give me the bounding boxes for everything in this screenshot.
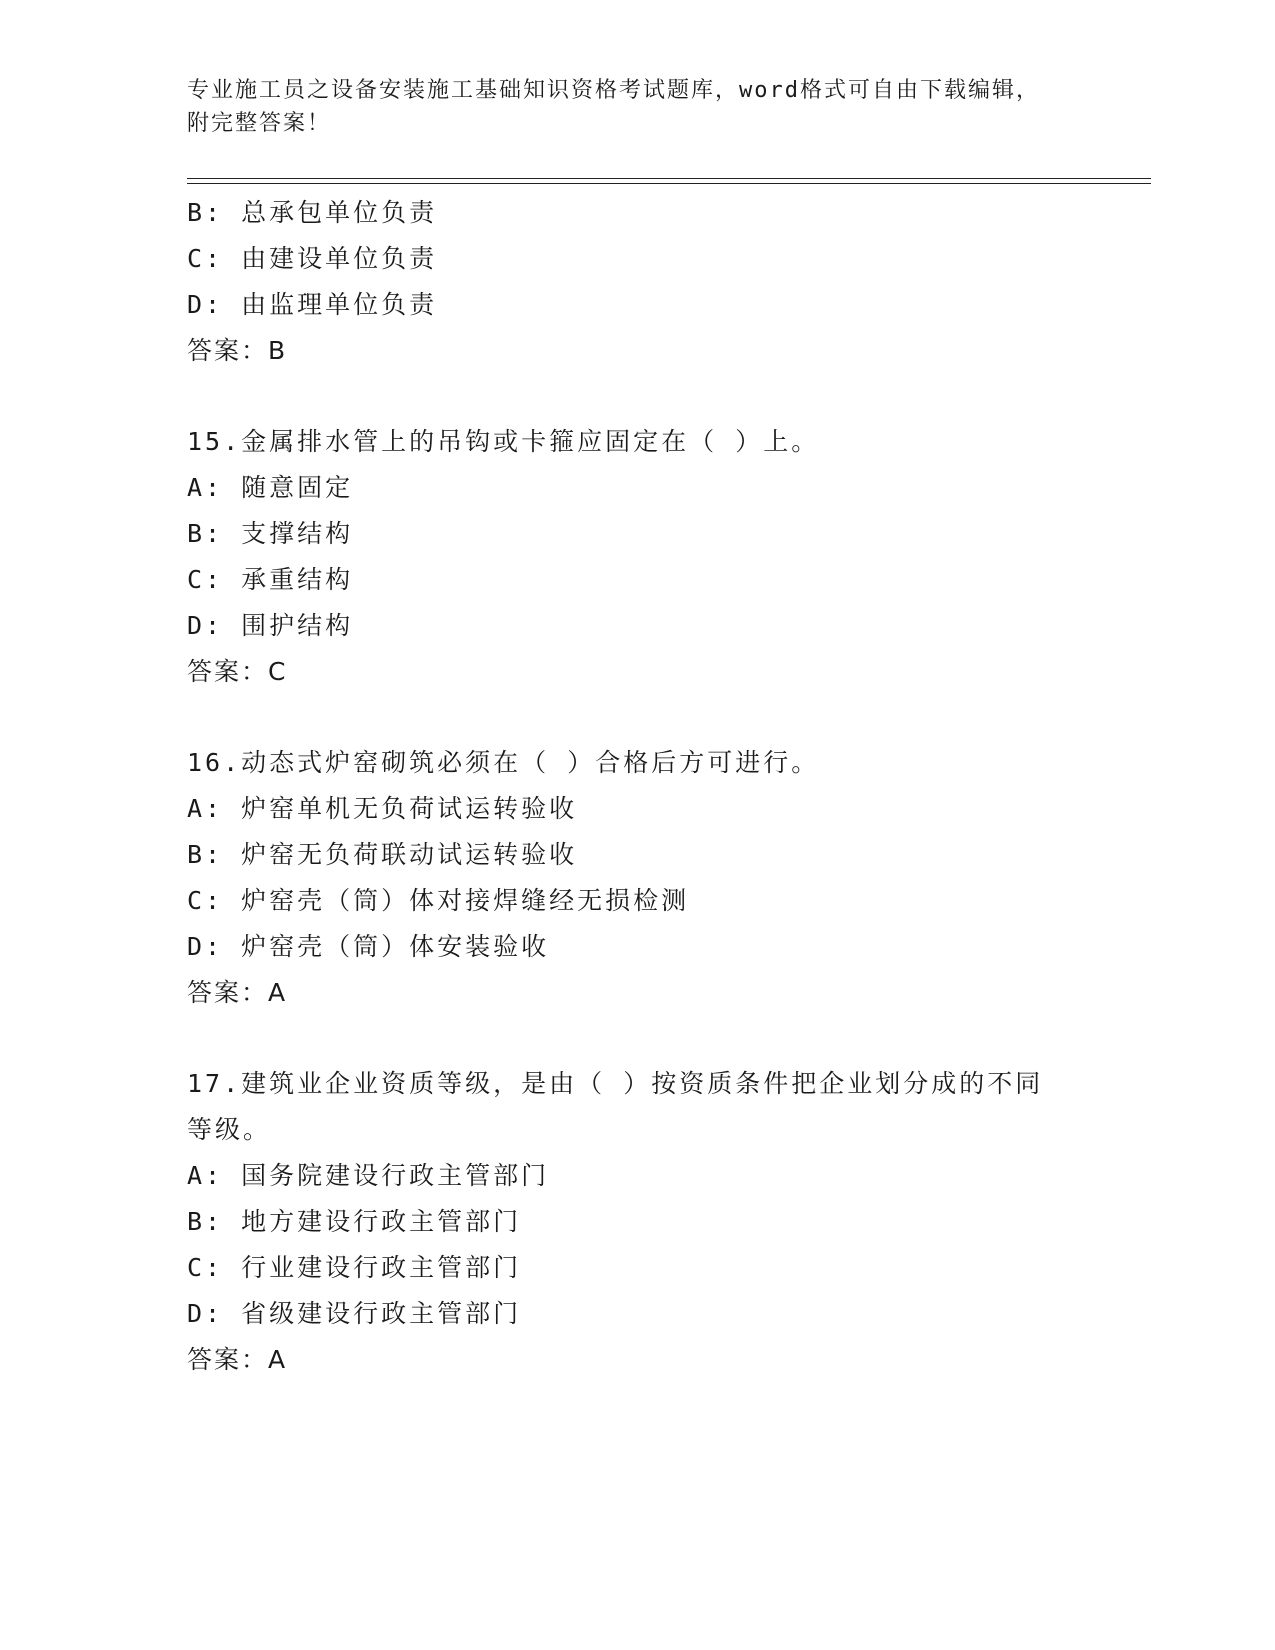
option-d: D: 围护结构 xyxy=(187,611,354,640)
option-a: A: 炉窑单机无负荷试运转验收 xyxy=(187,794,578,823)
spacer xyxy=(187,374,1147,419)
option-b: B: 地方建设行政主管部门 xyxy=(187,1207,522,1236)
answer: 答案：C xyxy=(187,657,288,686)
option-a: A: 随意固定 xyxy=(187,473,354,502)
option-a: A: 国务院建设行政主管部门 xyxy=(187,1161,550,1190)
option-d: D: 由监理单位负责 xyxy=(187,290,438,319)
header-divider-top xyxy=(187,178,1151,179)
option-d: D: 炉窑壳（筒）体安装验收 xyxy=(187,932,550,961)
spacer xyxy=(187,695,1147,740)
question-stem-line-2: 等级。 xyxy=(187,1115,272,1144)
option-d: D: 省级建设行政主管部门 xyxy=(187,1299,522,1328)
option-b: B: 支撑结构 xyxy=(187,519,354,548)
question-block-16 xyxy=(187,740,1147,1016)
option-c: C: 炉窑壳（筒）体对接焊缝经无损检测 xyxy=(187,886,690,915)
option-c: C: 承重结构 xyxy=(187,565,354,594)
document-header xyxy=(187,74,1087,140)
option-c: C: 由建设单位负责 xyxy=(187,244,438,273)
question-block-14-continued xyxy=(187,190,1147,374)
question-block-15 xyxy=(187,419,1147,695)
option-b: B: 炉窑无负荷联动试运转验收 xyxy=(187,840,578,869)
header-line-2: 附完整答案！ xyxy=(187,111,332,136)
answer: 答案：A xyxy=(187,1345,288,1374)
answer: 答案：A xyxy=(187,978,288,1007)
spacer xyxy=(187,1016,1147,1061)
answer: 答案：B xyxy=(187,336,288,365)
question-stem: 16.动态式炉窑砌筑必须在（ ）合格后方可进行。 xyxy=(187,748,820,777)
question-block-17 xyxy=(187,1061,1147,1383)
header-divider-bottom xyxy=(187,183,1151,184)
question-list xyxy=(187,190,1147,1383)
question-stem: 15.金属排水管上的吊钩或卡箍应固定在（ ）上。 xyxy=(187,427,820,456)
option-b: B: 总承包单位负责 xyxy=(187,198,438,227)
question-stem-line-1: 17.建筑业企业资质等级，是由（ ）按资质条件把企业划分成的不同 xyxy=(187,1069,1044,1098)
header-line-1: 专业施工员之设备安装施工基础知识资格考试题库，word格式可自由下载编辑， xyxy=(187,78,1040,103)
option-c: C: 行业建设行政主管部门 xyxy=(187,1253,522,1282)
